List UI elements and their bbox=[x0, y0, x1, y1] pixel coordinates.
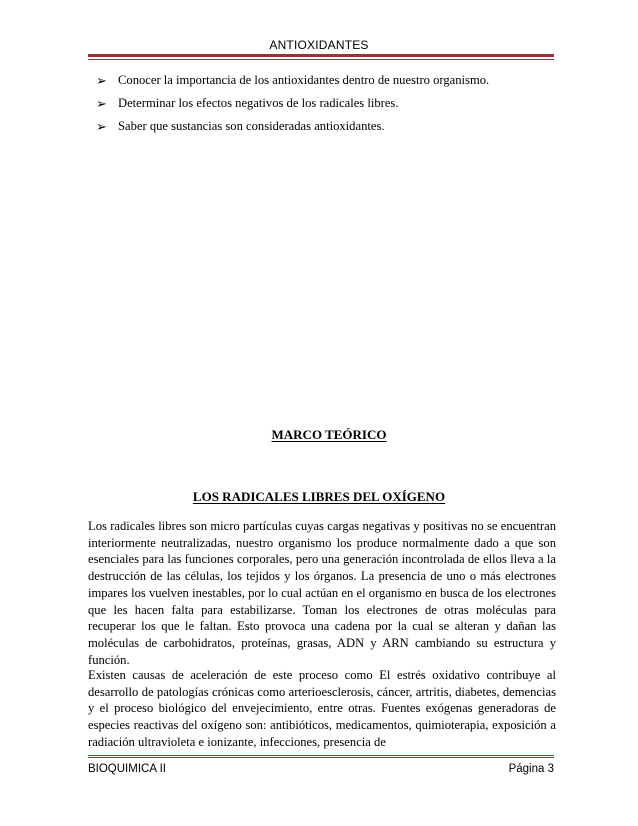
header-rule-thin bbox=[88, 59, 554, 60]
header-rule bbox=[88, 54, 554, 57]
list-item bbox=[96, 72, 556, 95]
footer-rule-thin bbox=[88, 757, 554, 758]
objective-text: Determinar los efectos negativos de los radicales libres. bbox=[118, 96, 399, 110]
footer-page-number: Página 3 bbox=[508, 763, 554, 775]
header-title: ANTIOXIDANTES bbox=[269, 38, 369, 52]
objectives-list bbox=[96, 72, 556, 141]
body-paragraph: Existen causas de aceleración de este proceso como El estrés oxidativo contribuye al desarrollo de patologías crónicas como arterioesclerosis, cáncer, artritis, diabetes, demencias y el proceso biológico del envejecimiento, entre otras. Fuentes exógenas generadoras de especies reactivas del oxígeno son: antibióticos, medicamentos, quimioterapia, exposición a radiación ultravioleta e ionizante, infecciones, presencia de bbox=[88, 668, 556, 749]
body-paragraph: Los radicales libres son micro partículas cuyas cargas negativas y positivas no se encuentran interiormente neutralizadas, nuestro organismo los produce normalmente dado a que son esenciales para las funciones corporales, pero una generación incontrolada de ellos lleva a la destrucción de las células, los tejidos y los órganos. La presencia de uno o más electrones impares los vuelven inestables, por lo cual actúan en el organismo en busca de los electrones que les hacen falta para estabilizarse. Toman los electrones de otras moléculas para recuperar los que le faltan. Esto provoca una cadena por la cual se alteran y dañan las moléculas de carbohidratos, proteínas, grasas, ADN y ARN cambiando su estructura y función. bbox=[88, 519, 556, 667]
section-heading-marco-teorico: MARCO TEÓRICO bbox=[271, 427, 387, 442]
arrow-bullet-icon: ➢ bbox=[96, 73, 107, 88]
section-heading-radicales-libres: LOS RADICALES LIBRES DEL OXÍGENO bbox=[192, 489, 446, 504]
objective-text: Conocer la importancia de los antioxidantes dentro de nuestro organismo. bbox=[118, 73, 490, 87]
list-item bbox=[96, 95, 556, 118]
arrow-bullet-icon: ➢ bbox=[96, 96, 107, 111]
objective-text: Saber que sustancias son consideradas antioxidantes. bbox=[118, 119, 385, 133]
arrow-bullet-icon: ➢ bbox=[96, 119, 107, 134]
list-item bbox=[96, 118, 556, 141]
footer-course: BIOQUIMICA II bbox=[88, 763, 166, 775]
footer-rule bbox=[88, 755, 554, 756]
